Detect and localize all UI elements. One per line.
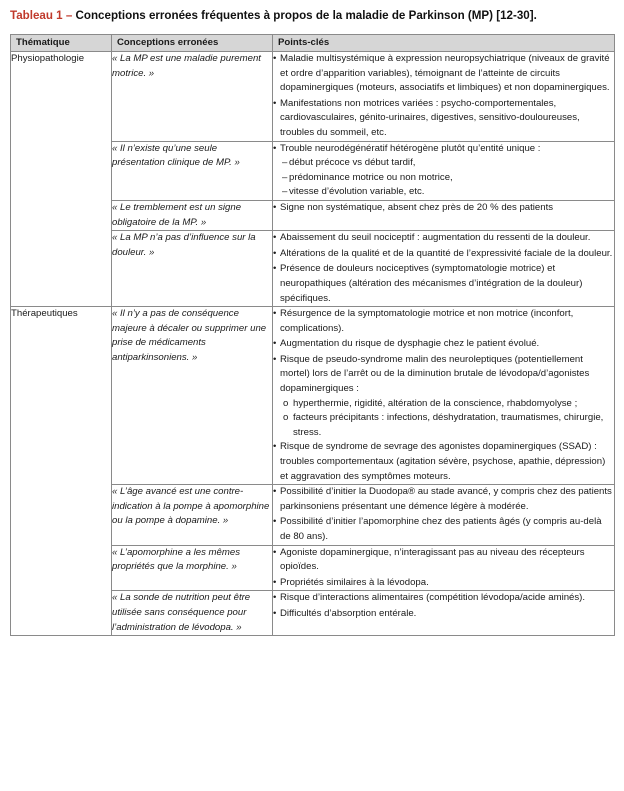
- points-cell: [273, 52, 615, 142]
- key-point: • Résurgence de la symptomatologie motrice et non motrice (inconfort, complications).: [273, 307, 614, 336]
- caption-text: Conceptions erronées fréquentes à propos de la maladie de Parkinson (MP) [12-30].: [75, 9, 537, 22]
- key-point: • Possibilité d’initier l’apomorphine chez des patients âgés (y compris au-delà de 80 ans).: [273, 515, 614, 544]
- header-points-cles: Points-clés: [273, 35, 615, 52]
- key-point-subitem: – prédominance motrice ou non motrice,: [273, 171, 614, 186]
- header-conceptions: Conceptions erronées: [112, 35, 273, 52]
- key-point-subitem: o facteurs précipitants : infections, déshydratation, traumatismes, chirurgie, stress.: [273, 411, 614, 440]
- key-point-subitem: o hyperthermie, rigidité, altération de la conscience, rhabdomyolyse ;: [273, 397, 614, 412]
- key-point: • Risque de syndrome de sevrage des agonistes dopaminergiques (SSAD) : troubles comportementaux (agitation sévère, psychose, apathie, dépression) et aggravation des symptômes moteurs.: [273, 440, 614, 484]
- key-point: • Agoniste dopaminergique, n’interagissant pas au niveau des récepteurs opioïdes.: [273, 546, 614, 575]
- key-point: • Risque d’interactions alimentaires (compétition lévodopa/acide aminés).: [273, 591, 614, 606]
- points-cell: [273, 231, 615, 307]
- key-point: • Manifestations non motrices variées : psycho-comportementales, cardiovasculaires, génito-urinaires, digestives, sensitivo-douloureuses, troubles du sommeil, etc.: [273, 97, 614, 141]
- points-cell: [273, 141, 615, 200]
- points-cell: [273, 545, 615, 591]
- key-point: • Présence de douleurs nociceptives (symptomatologie motrice) et neuropathiques (altération des mécanismes d’intégration de la douleur) spécifiques.: [273, 262, 614, 306]
- key-point: • Abaissement du seuil nociceptif : augmentation du ressenti de la douleur.: [273, 231, 614, 246]
- points-cell: [273, 307, 615, 485]
- theme-cell: Thérapeutiques: [11, 307, 112, 636]
- points-cell: [273, 591, 615, 636]
- header-thematique: Thématique: [11, 35, 112, 52]
- key-point-subitem: – vitesse d’évolution variable, etc.: [273, 185, 614, 200]
- misconception-cell: « La MP n’a pas d’influence sur la douleur. »: [112, 231, 273, 307]
- misconception-cell: « La sonde de nutrition peut être utilisée sans conséquence pour l’administration de lévodopa. »: [112, 591, 273, 636]
- key-point: • Altérations de la qualité et de la quantité de l’expressivité faciale de la douleur.: [273, 247, 614, 262]
- table-row: [11, 52, 615, 142]
- caption-label: Tableau 1 –: [10, 9, 76, 22]
- misconception-cell: « La MP est une maladie purement motrice. »: [112, 52, 273, 142]
- key-point: • Risque de pseudo-syndrome malin des neuroleptiques (potentiellement mortel) lors de l’arrêt ou de la diminution brutale de lévodopa/d’agonistes dopaminergiques :: [273, 353, 614, 397]
- key-point: • Trouble neurodégénératif hétérogène plutôt qu’entité unique :: [273, 142, 614, 157]
- misconception-cell: « Il n’existe qu’une seule présentation clinique de MP. »: [112, 141, 273, 200]
- points-cell: [273, 200, 615, 230]
- key-point-subitem: – début précoce vs début tardif,: [273, 156, 614, 171]
- misconception-cell: « L’âge avancé est une contre-indication à la pompe à apomorphine ou la pompe à dopamine. »: [112, 485, 273, 545]
- theme-cell: Physiopathologie: [11, 52, 112, 307]
- points-cell: [273, 485, 615, 545]
- key-point: • Propriétés similaires à la lévodopa.: [273, 576, 614, 591]
- key-point: • Augmentation du risque de dysphagie chez le patient évolué.: [273, 337, 614, 352]
- table-caption: [10, 8, 616, 23]
- key-point: • Signe non systématique, absent chez près de 20 % des patients: [273, 201, 614, 216]
- key-point: • Possibilité d’initier la Duodopa® au stade avancé, y compris chez des patients parkinsoniens présentant une démence légère à modérée.: [273, 485, 614, 514]
- misconception-cell: « Il n’y a pas de conséquence majeure à décaler ou supprimer une prise de médicaments antiparkinsoniens. »: [112, 307, 273, 485]
- misconception-cell: « L’apomorphine a les mêmes propriétés que la morphine. »: [112, 545, 273, 591]
- table-row: [11, 307, 615, 485]
- misconceptions-table: [10, 34, 615, 636]
- key-point: • Difficultés d’absorption entérale.: [273, 607, 614, 622]
- misconception-cell: « Le tremblement est un signe obligatoire de la MP. »: [112, 200, 273, 230]
- key-point: • Maladie multisystémique à expression neuropsychiatrique (niveaux de gravité et ordre d’apparition variables), témoignant de l’atteinte de circuits dopaminergiques (moteurs, associatifs et limbiques) et non dopaminergiques.: [273, 52, 614, 96]
- table-header-row: [11, 35, 615, 52]
